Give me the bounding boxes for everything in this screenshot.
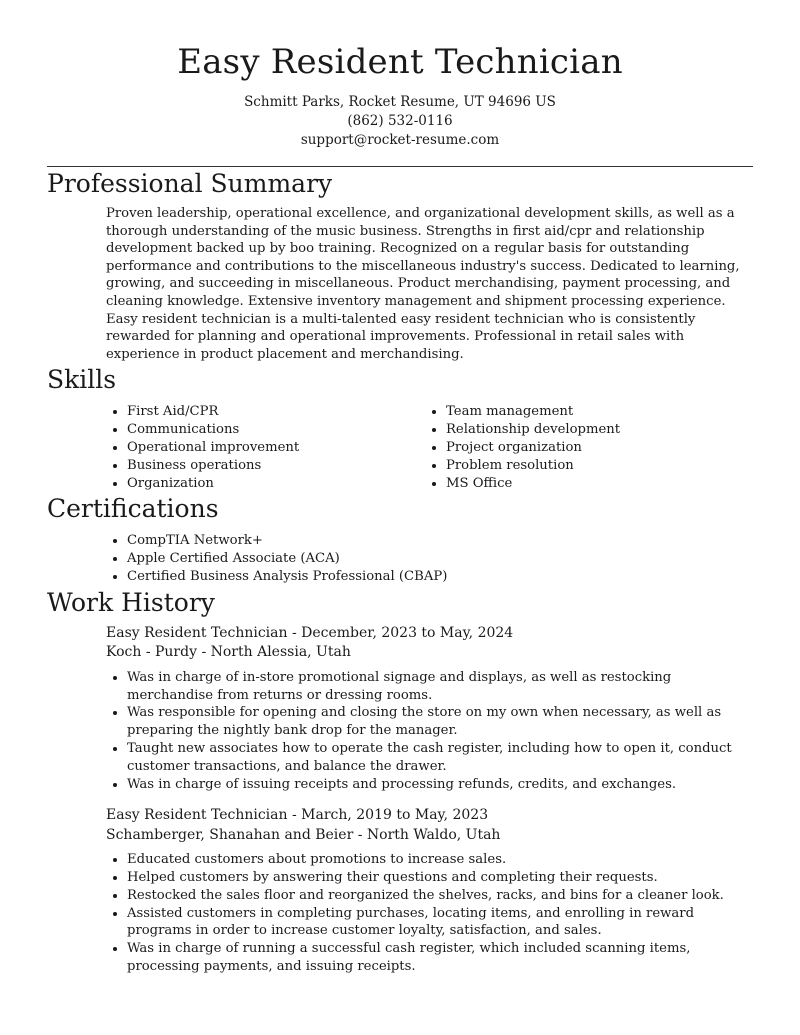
job-duties-list	[106, 669, 757, 794]
job-duty-item: • Assisted customers in completing purchases, locating items, and enrolling in reward programs in order to increase customer loyalty, satisfaction, and sales.	[127, 905, 757, 941]
job-duty-item: • Educated customers about promotions to increase sales.	[127, 851, 757, 869]
certification-item: • CompTIA Network+	[127, 532, 753, 550]
certifications-list	[106, 532, 753, 585]
candidate-name: Easy Resident Technician	[177, 42, 623, 82]
skill-item: • Communications	[127, 421, 425, 439]
contact-phone: (862) 532-0116	[347, 113, 453, 129]
skills-column-1	[106, 403, 425, 492]
job-duty-item: • Was in charge of running a successful cash register, which included scanning items, processing payments, and issuing receipts.	[127, 940, 757, 976]
job-title-dates: Easy Resident Technician - March, 2019 to May, 2023	[106, 807, 489, 824]
job-title-dates: Easy Resident Technician - December, 2023 to May, 2024	[106, 624, 514, 641]
skill-item: • MS Office	[446, 475, 620, 493]
skills-column-2	[425, 403, 620, 492]
job-duty-item: • Restocked the sales floor and reorganized the shelves, racks, and bins for a cleaner look.	[127, 887, 757, 905]
certification-item: • Apple Certified Associate (ACA)	[127, 550, 753, 568]
skill-item: • Business operations	[127, 457, 425, 475]
job-duty-item: • Was in charge of issuing receipts and processing refunds, credits, and exchanges.	[127, 776, 757, 794]
skill-item: • Team management	[446, 403, 620, 421]
summary-heading: Professional Summary	[47, 169, 333, 198]
job-duty-item: • Was in charge of in-store promotional signage and displays, as well as restocking merchandise from returns or dressing rooms.	[127, 669, 757, 705]
job-duty-item: • Helped customers by answering their questions and completing their requests.	[127, 869, 757, 887]
job-duty-item: • Taught new associates how to operate the cash register, including how to open it, conduct customer transactions, and balance the drawer.	[127, 740, 757, 776]
skill-item: • Problem resolution	[446, 457, 620, 475]
job-duty-item: • Was responsible for opening and closing the store on my own when necessary, as well as preparing the nightly bank drop for the manager.	[127, 704, 757, 740]
skill-item: • Project organization	[446, 439, 620, 457]
skills-list	[106, 403, 753, 492]
contact-address: Schmitt Parks, Rocket Resume, UT 94696 US	[244, 94, 556, 110]
resume-page	[47, 0, 753, 976]
summary-text: Proven leadership, operational excellence, and organizational development skills, as well as a thorough understanding of the music business. Strengths in first aid/cpr and relationship development backed up by boo training. Recognized on a regular basis for outstanding performance and contributions to the miscellaneous industry's success. Dedicated to learning, growing, and succeeding in miscellaneous. Product merchandising, payment processing, and cleaning knowledge. Extensive inventory management and shipment processing experience. Easy resident technician is a multi-talented easy resident technician who is consistently rewarded for planning and operational improvements. Professional in retail sales with experience in product placement and merchandising.	[106, 206, 740, 362]
job-company-location: Koch - Purdy - North Alessia, Utah	[106, 644, 351, 661]
certifications-heading: Certifications	[47, 494, 219, 524]
skill-item: • Organization	[127, 475, 425, 493]
job-entry	[106, 806, 753, 976]
skill-item: • Relationship development	[446, 421, 620, 439]
job-duties-list	[106, 851, 757, 976]
certification-item: • Certified Business Analysis Professional (CBAP)	[127, 568, 753, 586]
contact-email: support@rocket-resume.com	[300, 132, 500, 148]
skills-heading: Skills	[47, 365, 117, 395]
job-company-location: Schamberger, Shanahan and Beier - North Waldo, Utah	[106, 826, 501, 843]
skill-item: • Operational improvement	[127, 439, 425, 457]
job-entry	[106, 624, 753, 794]
work-history-heading: Work History	[47, 587, 215, 617]
skill-item: • First Aid/CPR	[127, 403, 425, 421]
contact-info	[47, 93, 753, 150]
